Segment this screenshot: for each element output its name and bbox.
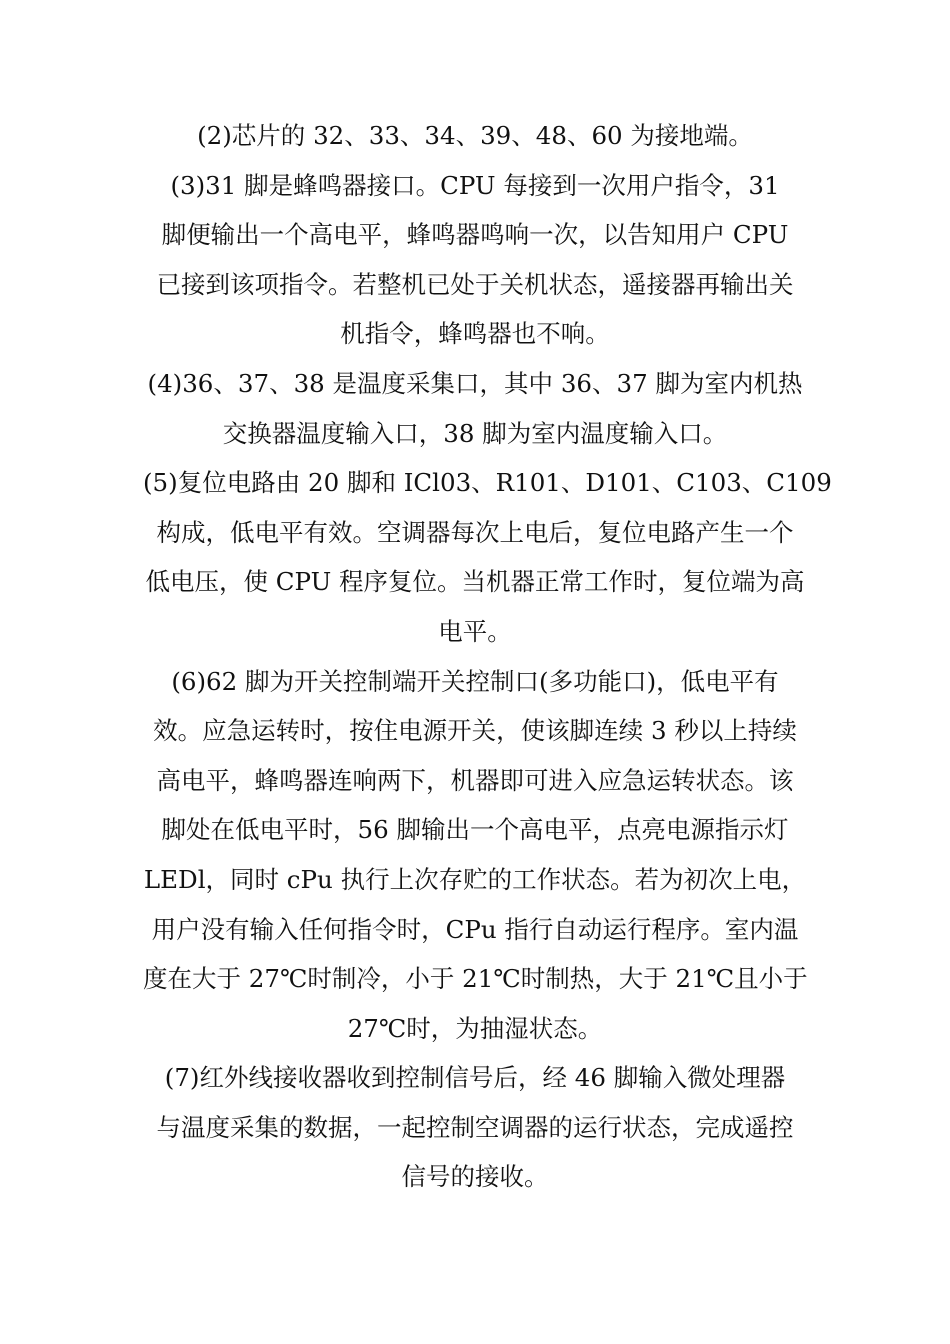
text-line: LEDl，同时 cPu 执行上次存贮的工作状态。若为初次上电，: [143, 864, 807, 894]
text-line: 高电平，蜂鸣器连响两下，机器即可进入应急运转状态。该: [156, 765, 794, 795]
text-line: 信号的接收。: [401, 1162, 549, 1192]
text-line: 构成，低电平有效。空调器每次上电后，复位电路产生一个: [156, 517, 794, 547]
paragraph-7-infrared-receiver: [143, 1053, 807, 1202]
paragraph-2-ground-pins: [143, 111, 807, 161]
paragraph-6-switch-control: [143, 657, 807, 1054]
text-line: (5)复位电路由 20 脚和 ICl03、R101、D101、C103、C109: [143, 468, 832, 498]
text-line: 27℃时，为抽湿状态。: [347, 1013, 603, 1043]
text-line: (7)红外线接收器收到控制信号后，经 46 脚输入微处理器: [164, 1063, 786, 1093]
paragraph-4-temperature: [143, 359, 807, 458]
paragraph-3-buzzer: [143, 161, 807, 359]
text-line: 用户没有输入任何指令时，CPu 指行自动运行程序。室内温: [151, 914, 799, 944]
text-line: 已接到该项指令。若整机已处于关机状态，遥接器再输出关: [156, 269, 794, 299]
text-line: 交换器温度输入口，38 脚为室内温度输入口。: [222, 418, 728, 448]
text-line: 低电压，使 CPU 程序复位。当机器正常工作时，复位端为高: [145, 567, 805, 597]
text-line: (3)31 脚是蜂鸣器接口。CPU 每接到一次用户指令，31: [170, 170, 780, 200]
text-line: (4)36、37、38 是温度采集口，其中 36、37 脚为室内机热: [147, 368, 803, 398]
paragraph-5-reset-circuit: [143, 458, 832, 656]
text-line: 与温度采集的数据，一起控制空调器的运行状态，完成遥控: [156, 1112, 794, 1142]
text-line: 机指令，蜂鸣器也不响。: [340, 319, 610, 349]
text-line: (6)62 脚为开关控制端开关控制口(多功能口)，低电平有: [171, 666, 779, 696]
text-line: (2)芯片的 32、33、34、39、48、60 为接地端。: [197, 121, 753, 150]
text-line: 脚便输出一个高电平，蜂鸣器鸣响一次，以告知用户 CPU: [161, 220, 789, 250]
text-line: 电平。: [438, 616, 512, 646]
text-line: 脚处在低电平时，56 脚输出一个高电平，点亮电源指示灯: [161, 815, 789, 845]
text-line: 度在大于 27℃时制冷，小于 21℃时制热，大于 21℃且小于: [143, 964, 808, 994]
document-body: [143, 111, 832, 1202]
text-line: 效。应急运转时，按住电源开关，使该脚连续 3 秒以上持续: [153, 716, 797, 746]
